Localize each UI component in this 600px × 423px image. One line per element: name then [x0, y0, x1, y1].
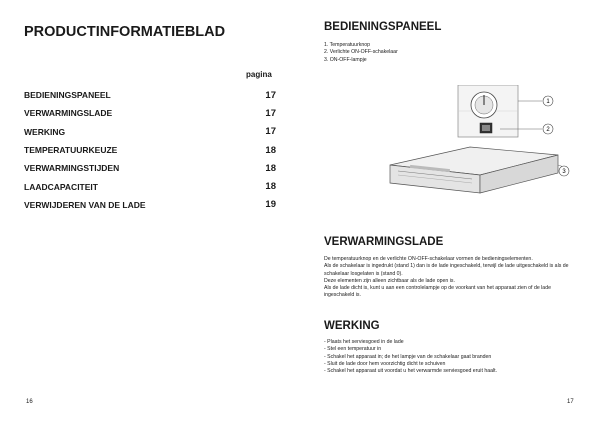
toc-entry-label: VERWARMINGSTIJDEN	[24, 163, 120, 174]
list-item: - Plaats het serviesgoed in de lade	[324, 339, 404, 345]
callout-3	[559, 166, 569, 176]
drawer-diagram	[380, 85, 570, 215]
toc-entry-label: BEDIENINGSPANEEL	[24, 90, 111, 101]
toc-entry[interactable]	[24, 177, 276, 195]
toc-entry-page: 18	[265, 181, 276, 193]
toc-entry-page: 17	[265, 107, 276, 119]
toc-entry-label: LAADCAPACITEIT	[24, 181, 98, 192]
list-item: - Schakel het apparaat in; de het lampje van de schakelaar gaat branden	[324, 353, 492, 360]
toc-entry-page: 18	[265, 162, 276, 174]
toc-page-header: pagina	[246, 70, 272, 79]
legend-item: 1. Temperatuurknop	[324, 42, 371, 48]
toc-entry-label: TEMPERATUURKEUZE	[24, 145, 118, 156]
callout-2	[543, 124, 553, 134]
paragraph: De temperatuurknop en de verlichte ON-OFF-schakelaar vormen de bedieningselementen.	[324, 256, 533, 262]
paragraph: Deze elementen zijn alleen zichtbaar als de lade open is.	[324, 277, 455, 284]
legend-item: 3. ON-OFF-lampje	[324, 56, 367, 63]
verwarmingslade-text	[324, 256, 576, 300]
toc-entry-page: 17	[265, 89, 276, 101]
toc-entry[interactable]	[24, 159, 276, 177]
control-panel-legend	[324, 42, 576, 64]
callout-label: 2	[546, 127, 550, 133]
paragraph: Als de lade dicht is, kunt u aan een controlelampje op de voorkant van het apparaat zien of de lade ingeschakeld is.	[324, 285, 551, 299]
table-of-contents	[24, 86, 276, 214]
list-item: - Sluit de lade door hem voorzichtig dicht te schuiven	[324, 360, 446, 367]
page-number: 16	[26, 399, 33, 405]
callout-1	[543, 96, 553, 106]
toc-entry[interactable]	[24, 196, 276, 214]
toc-entry-label: WERKING	[24, 126, 66, 137]
callout-label: 1	[546, 99, 550, 105]
toc-entry[interactable]	[24, 123, 276, 141]
toc-entry-page: 19	[265, 199, 276, 211]
toc-entry[interactable]	[24, 141, 276, 159]
on-off-switch-icon	[480, 123, 492, 133]
section-heading-verwarmingslade: VERWARMINGSLADE	[324, 236, 444, 248]
list-item: - Stel een temperatuur in	[324, 346, 382, 353]
callout-label: 3	[562, 169, 566, 175]
list-item: - Schakel het apparaat uit voordat u het verwarmde serviesgoed eruit haalt.	[324, 368, 498, 375]
temperature-knob-icon	[471, 92, 497, 118]
warming-drawer-icon	[390, 147, 558, 193]
right-page	[300, 0, 600, 423]
toc-entry[interactable]	[24, 104, 276, 122]
page-number: 17	[567, 399, 574, 405]
page-title: PRODUCTINFORMATIEBLAD	[24, 24, 226, 40]
section-heading-werking: WERKING	[324, 320, 380, 332]
section-heading-bedieningspaneel: BEDIENINGSPANEEL	[324, 21, 442, 33]
toc-entry-page: 17	[265, 126, 276, 138]
toc-entry-page: 18	[265, 144, 276, 156]
legend-item: 2. Verlichte ON-OFF-schakelaar	[324, 49, 398, 56]
paragraph: Als de schakelaar is ingedrukt (stand 1) dan is de lade ingeschakeld, terwijl de lade uitgeschakeld is als de schakelaar losgelaten is (stand 0).	[324, 263, 569, 277]
toc-entry-label: VERWIJDEREN VAN DE LADE	[24, 199, 146, 210]
werking-steps	[324, 339, 576, 375]
toc-entry[interactable]	[24, 86, 276, 104]
toc-entry-label: VERWARMINGSLADE	[24, 108, 113, 119]
